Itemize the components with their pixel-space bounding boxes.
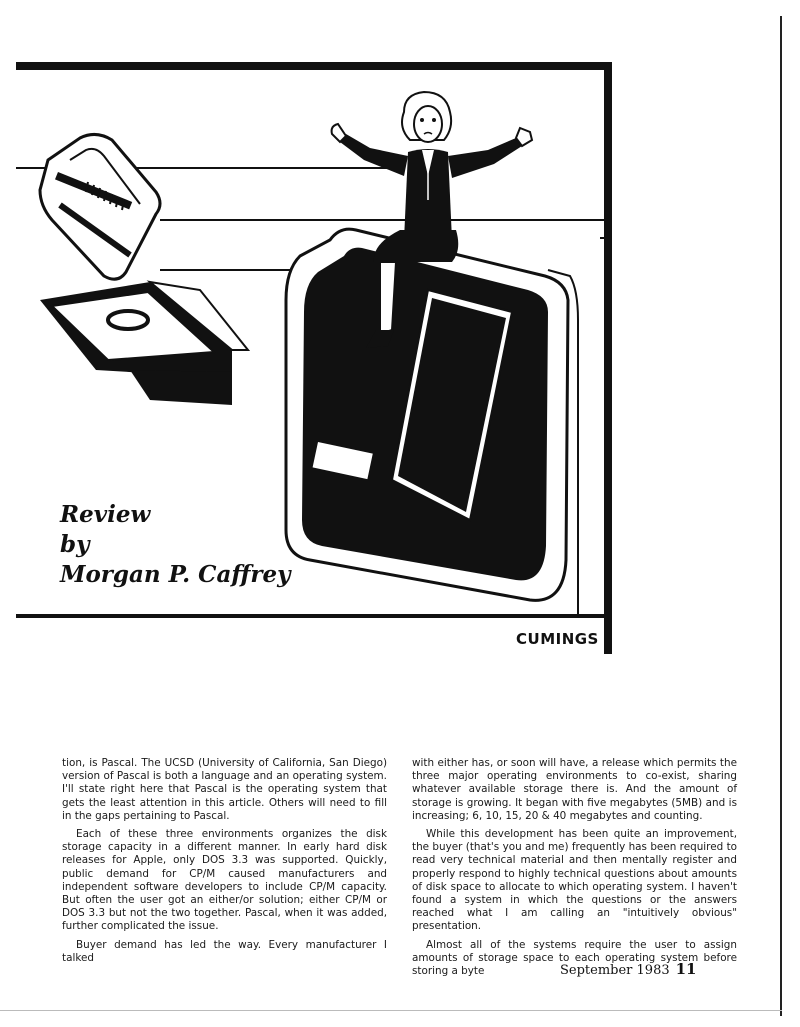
paragraph: tion, is Pascal. The UCSD (University of California, San Diego) version of Pascal is both a language and an operating system. I'll state right here that Pascal is the operating system that gets the least attention in this article. Others will need to fill in the gaps pertaining to Pascal. — [62, 757, 387, 822]
disk-drive-unit — [40, 134, 160, 279]
byline-by: by — [60, 531, 90, 558]
artist-credit: CUMINGS — [516, 630, 599, 648]
floppy-drive — [40, 282, 248, 405]
review-byline — [60, 500, 290, 590]
paragraph: with either has, or soon will have, a release which permits the three major operating environments to co-exist, sharing whatever available storage there is. And the amount of storage is growing. It began with five megabytes (5MB) and is increasing; 6, 10, 15, 20 & 40 megabytes and counting. — [412, 757, 737, 822]
paragraph: While this development has been quite an improvement, the buyer (that's you and me) frequently has been required to read very technical material and then mentally register and properly respond to highly technical questions about amounts of disk space to allocate to which operating system. I haven't found a system in which the questions or the answers reached what I am calling an "intuitively obvious" presentation. — [412, 828, 737, 933]
page-edge-line — [780, 16, 782, 1016]
article-column-right — [412, 757, 737, 983]
paragraph: Buyer demand has led the way. Every manufacturer I talked — [62, 938, 387, 964]
issue-date: September 1983 — [560, 963, 670, 978]
illustration-frame-top — [16, 62, 612, 70]
byline-review: Review — [60, 501, 151, 528]
page-number: 11 — [675, 960, 697, 978]
paragraph: Almost all of the systems require the user to assign amounts of storage space to each operating system before storing a byte — [412, 938, 737, 978]
page-folio — [560, 960, 697, 978]
article-column-left — [62, 757, 387, 970]
page-bottom-line — [0, 1010, 782, 1011]
illustration-base-line — [16, 614, 612, 618]
paragraph: Each of these three environments organizes the disk storage capacity in a different manner. In early hard disk releases for Apple, only DOS 3.3 was supported. Quickly, public demand for CP/M caused manufacturers and independent software developers to include CP/M capacity. But often the user got an either/or solution; either CP/M or DOS 3.3 but not the two together. Pascal, when it was added, further complicated the issue. — [62, 828, 387, 933]
illustration-frame-right — [604, 62, 612, 654]
monitor — [286, 229, 568, 600]
byline-author: Morgan P. Caffrey — [60, 561, 291, 588]
